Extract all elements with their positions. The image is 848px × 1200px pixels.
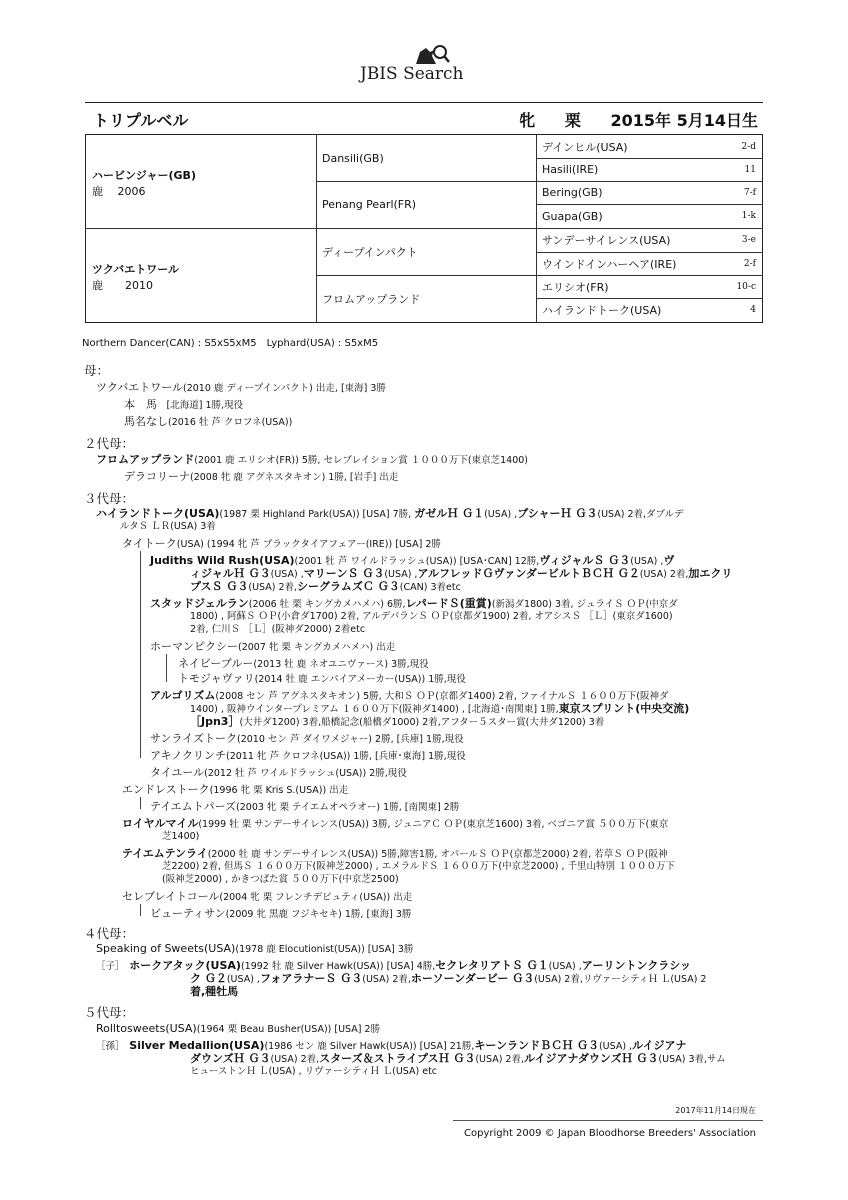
- family-number: 2-d: [741, 141, 756, 152]
- record-line: ツクバエトワール(2010 鹿 ディープインパクト) 出走, [東海] 3勝: [96, 381, 386, 394]
- record-line: ［Jpn3］(大井ダ1200) 3着,船橋記念(船橋ダ1000) 2着,アフター５スター賞(大井ダ1200) 3着: [190, 715, 605, 728]
- footer-rule: [453, 1120, 763, 1121]
- section-dam: 母：: [84, 363, 110, 378]
- dam-detail: 鹿 2010: [92, 279, 153, 292]
- family-number: 1-k: [741, 211, 756, 221]
- horse-sex: 牝: [519, 111, 536, 130]
- dam-dam-cell: フロムアップランド: [322, 292, 421, 306]
- record-line: ［孫］ Silver Medallion(USA)(1986 セン 鹿 Silver Hawk(USA)) [USA] 21勝,キーンランドＢＣＨ Ｇ３(USA) ,ルイジアナ: [96, 1039, 687, 1052]
- copyright: Copyright 2009 © Japan Bloodhorse Breeders' Association: [464, 1128, 756, 1139]
- ggp-cell: [536, 298, 762, 322]
- record-line: ダウンズＨ Ｇ３(USA) 2着,スターズ＆ストライプスＨ Ｇ３(USA) 2着,ルイジアナダウンズＨ Ｇ３(USA) 3着,サム: [190, 1052, 726, 1065]
- record-line: 2着, 仁川Ｓ ［Ｌ］(阪神ダ2000) 2着etc: [190, 624, 366, 635]
- logo-text: JBIS Search: [360, 64, 464, 84]
- ggp-cell: [536, 135, 762, 158]
- family-number: 10-c: [736, 281, 756, 292]
- horse-name: トリプルベル: [93, 111, 189, 130]
- record-line: ルタＳ ＬＲ(USA) 3着: [120, 521, 216, 532]
- record-line: (阪神芝2000) , かきつばた賞 ５００万下(中京芝2500): [162, 874, 399, 885]
- family-number: 3-e: [741, 235, 756, 245]
- pedigree-table: [85, 134, 763, 323]
- header-rule: [85, 102, 763, 103]
- horse-color: 栗: [564, 111, 581, 130]
- record-line: 馬名なし(2016 牡 芦 クロフネ(USA)): [124, 415, 293, 428]
- family-number: 11: [744, 164, 756, 175]
- ggp-name: ハイランドトーク(USA): [542, 304, 662, 317]
- ggp-cell: [536, 275, 762, 298]
- ggp-cell: [536, 252, 762, 275]
- sire-dam-cell: Penang Pearl(FR): [322, 198, 417, 211]
- sire-cell: [92, 167, 312, 199]
- record-line: ィジャルＨ Ｇ３(USA) ,マリーンＳ Ｇ３(USA) ,アルフレッドＧヴァンダービルトＢＣＨ Ｇ２(USA) 2着,加エクリ: [190, 567, 733, 580]
- ggp-cell: [536, 228, 762, 252]
- inbreeding-note: Northern Dancer(CAN) : S5xS5xM5 Lyphard(USA) : S5xM5: [82, 338, 379, 349]
- record-line: 1800) , 阿蘇Ｓ ＯＰ(小倉ダ1700) 2着, アルデバランＳ ＯＰ(京都ダ1900) 2着, オアシスＳ ［Ｌ］(東京ダ1600): [190, 611, 673, 622]
- family-number: 4: [750, 305, 756, 315]
- record-line: タイトーク(USA) (1994 牝 芦 ブラックタイアフェアー(IRE)) [USA] 2勝: [122, 537, 441, 550]
- horse-profile: [495, 108, 758, 131]
- record-line: Rolltosweets(USA)(1964 栗 Beau Busher(USA)) [USA] 2勝: [96, 1022, 381, 1035]
- ggp-cell: [536, 158, 762, 181]
- record-line: デラコリーナ(2008 牝 鹿 アグネスタキオン) 1勝, [岩手] 出走: [124, 470, 399, 483]
- ggp-name: Guapa(GB): [542, 209, 603, 223]
- record-line: 1400) , 阪神ウインタープレミアム １６００万下(阪神ダ1400) , [北海道･南関東] 1勝,東京スプリント(中央交流): [190, 702, 690, 715]
- record-line: 芝1400): [162, 831, 200, 842]
- record-line: ビューティサン(2009 牝 黒鹿 フジキセキ) 1勝, [東海] 3勝: [150, 907, 412, 920]
- as-of-date: 2017年11月14日現在: [675, 1106, 756, 1115]
- record-line: ［子］ ホークアタック(USA)(1992 牡 鹿 Silver Hawk(USA)) [USA] 4勝,セクレタリアトＳ Ｇ１(USA) ,アーリントンクラシッ: [96, 959, 692, 972]
- sire-sire-cell: Dansili(GB): [322, 151, 384, 165]
- ggp-cell: [536, 204, 762, 228]
- record-line: アキノクリンチ(2011 牝 芦 クロフネ(USA)) 1勝, [兵庫･東海] 1勝,現役: [150, 749, 466, 762]
- record-line: エンドレストーク(1996 牝 栗 Kris S.(USA)) 出走: [122, 783, 349, 796]
- record-line: テイエムトパーズ(2003 牝 栗 テイエムオペラオー) 1勝, [南関東] 2勝: [150, 800, 460, 813]
- record-line: ネイビーブルー(2013 牡 鹿 ネオユニヴァース) 3勝,現役: [178, 657, 429, 670]
- section-g4: ４代母：: [84, 926, 135, 941]
- ggp-name: サンデーサイレンス(USA): [542, 234, 671, 247]
- record-line: ロイヤルマイル(1999 牡 栗 サンデーサイレンス(USA)) 3勝, ジュニアＣ ＯＰ(東京芝1600) 3着, ベゴニア賞 ５００万下(東京: [122, 817, 669, 830]
- record-line: セレブレイトコール(2004 牝 栗 フレンチデピュティ(USA)) 出走: [122, 890, 413, 903]
- ggp-name: ウインドインハーヘア(IRE): [542, 257, 677, 271]
- record-line: ヒューストンＨ Ｌ(USA) , リヴァーシティＨ Ｌ(USA) etc: [190, 1066, 438, 1077]
- record-line: アルゴリズム(2008 セン 芦 アグネスタキオン) 5勝, 大和Ｓ ＯＰ(京都ダ1400) 2着, ファイナルＳ １６００万下(阪神ダ: [150, 689, 669, 702]
- record-line: サンライズトーク(2010 セン 芦 ダイワメジャー) 2勝, [兵庫] 1勝,現役: [150, 732, 464, 745]
- record-line: フロムアップランド(2001 鹿 エリシオ(FR)) 5勝, セレブレイション賞 １０００万下(東京芝1400): [96, 453, 529, 466]
- ggp-name: Bering(GB): [542, 186, 603, 199]
- section-g5: ５代母：: [84, 1005, 135, 1020]
- record-line: 本 馬 [北海道] 1勝,現役: [124, 398, 244, 411]
- jbis-logo: [360, 38, 500, 88]
- family-number: 7-f: [743, 187, 756, 198]
- record-line: ハイランドトーク(USA)(1987 栗 Highland Park(USA)) [USA] 7勝, ガゼルＨ Ｇ１(USA) ,ブシャーＨ Ｇ３(USA) 2着,ダブルデ: [96, 507, 684, 520]
- family-number: 2-f: [743, 258, 756, 269]
- record-line: タイユール(2012 牡 芦 ワイルドラッシュ(USA)) 2勝,現役: [150, 766, 407, 779]
- ggp-cell: [536, 181, 762, 204]
- dam-cell: [92, 261, 312, 293]
- section-g3: ３代母：: [84, 491, 135, 506]
- dam-name: ツクバエトワール: [92, 263, 180, 276]
- sire-detail: 鹿 2006: [92, 185, 146, 198]
- record-line: Speaking of Sweets(USA)(1978 鹿 Elocutionist(USA)) [USA] 3勝: [96, 942, 414, 955]
- record-line: 芝2200) 2着, 但馬Ｓ １６００万下(阪神芝2000) , エメラルドＳ １６００万下(中京芝2000) , 千里山特別 １０００万下: [162, 861, 676, 872]
- record-line: プスＳ Ｇ３(USA) 2着,シーグラムズＣ Ｇ３(CAN) 3着etc: [190, 580, 461, 593]
- dam-sire-cell: ディープインパクト: [322, 245, 418, 259]
- section-g2: ２代母：: [84, 436, 135, 451]
- record-line: Judiths Wild Rush(USA)(2001 牡 芦 ワイルドラッシュ(USA)) [USA･CAN] 12勝,ヴィジャルＳ Ｇ３(USA) ,ヴ: [150, 554, 675, 567]
- ggp-name: デインヒル(USA): [542, 140, 628, 154]
- ggp-name: エリシオ(FR): [542, 280, 609, 294]
- record-line: ホーマンピクシー(2007 牝 栗 キングカメハメハ) 出走: [150, 640, 396, 653]
- ggp-name: Hasili(IRE): [542, 163, 599, 176]
- sire-name: ハービンジャー(GB): [92, 169, 196, 182]
- record-line: テイエムテンライ(2000 牡 鹿 サンデーサイレンス(USA)) 5勝,障害1勝, オパールＳ ＯＰ(京都芝2000) 2着, 若草Ｓ ＯＰ(阪神: [122, 847, 668, 860]
- record-line: 着,種牡馬: [190, 985, 239, 998]
- record-line: トモジャヴァリ(2014 牡 鹿 エンパイアメーカー(USA)) 1勝,現役: [178, 672, 466, 685]
- record-line: ク Ｇ２(USA) ,フォアラナーＳ Ｇ３(USA) 2着,ホーソーンダービー Ｇ３(USA) 2着,リヴァーシティＨ Ｌ(USA) 2: [190, 972, 707, 985]
- record-line: スタッドジェルラン(2006 牡 栗 キングカメハメハ) 6勝,レパードＳ(重賞)(新潟ダ1800) 3着, ジュライＳ ＯＰ(中京ダ: [150, 597, 678, 610]
- horse-birth: 2015年 5月14日生: [610, 111, 758, 130]
